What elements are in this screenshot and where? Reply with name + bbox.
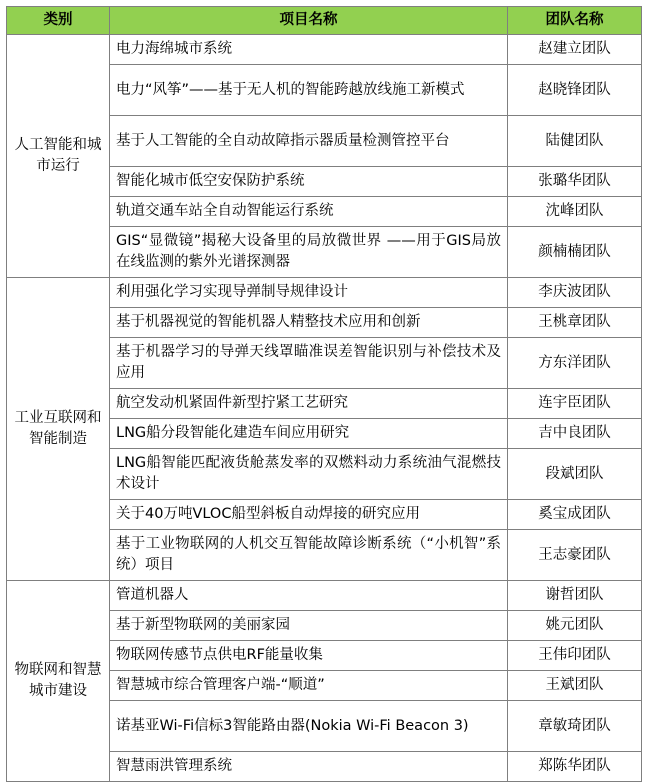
team-cell: 奚宝成团队: [508, 500, 642, 530]
team-cell: 王志豪团队: [508, 530, 642, 581]
team-cell: 陆健团队: [508, 116, 642, 167]
team-cell: 赵建立团队: [508, 35, 642, 65]
project-cell: 物联网传感节点供电RF能量收集: [110, 641, 508, 671]
project-cell: 电力“风筝”——基于无人机的智能跨越放线施工新模式: [110, 65, 508, 116]
project-cell: GIS“显微镜”揭秘大设备里的局放微世界 ——用于GIS局放在线监测的紫外光谱探测器: [110, 227, 508, 278]
project-cell: 基于人工智能的全自动故障指示器质量检测管控平台: [110, 116, 508, 167]
project-cell: 基于新型物联网的美丽家园: [110, 611, 508, 641]
team-cell: 段斌团队: [508, 449, 642, 500]
project-cell: LNG船分段智能化建造车间应用研究: [110, 419, 508, 449]
table-row: [7, 581, 642, 611]
team-cell: 张璐华团队: [508, 167, 642, 197]
project-cell: 管道机器人: [110, 581, 508, 611]
project-cell: 基于机器学习的导弹天线罩瞄准误差智能识别与补偿技术及应用: [110, 338, 508, 389]
team-cell: 李庆波团队: [508, 278, 642, 308]
header-row: [7, 7, 642, 35]
header-category: 类别: [7, 7, 110, 35]
team-cell: 谢哲团队: [508, 581, 642, 611]
team-cell: 赵晓锋团队: [508, 65, 642, 116]
project-cell: LNG船智能匹配液货舱蒸发率的双燃料动力系统油气混燃技术设计: [110, 449, 508, 500]
category-cell: 物联网和智慧城市建设: [7, 581, 110, 782]
project-cell: 基于机器视觉的智能机器人精整技术应用和创新: [110, 308, 508, 338]
header-team: 团队名称: [508, 7, 642, 35]
team-cell: 颜楠楠团队: [508, 227, 642, 278]
project-cell: 航空发动机紧固件新型拧紧工艺研究: [110, 389, 508, 419]
category-cell: 工业互联网和智能制造: [7, 278, 110, 581]
table-row: [7, 278, 642, 308]
project-cell: 轨道交通车站全自动智能运行系统: [110, 197, 508, 227]
project-cell: 诺基亚Wi-Fi信标3智能路由器(Nokia Wi-Fi Beacon 3): [110, 701, 508, 752]
team-cell: 沈峰团队: [508, 197, 642, 227]
table-row: [7, 35, 642, 65]
team-cell: 郑陈华团队: [508, 752, 642, 782]
category-cell: 人工智能和城市运行: [7, 35, 110, 278]
team-cell: 连宇臣团队: [508, 389, 642, 419]
team-cell: 王伟印团队: [508, 641, 642, 671]
project-cell: 智慧城市综合管理客户端-“顺道”: [110, 671, 508, 701]
team-cell: 姚元团队: [508, 611, 642, 641]
team-cell: 王桃章团队: [508, 308, 642, 338]
project-cell: 关于40万吨VLOC船型斜板自动焊接的研究应用: [110, 500, 508, 530]
team-cell: 方东洋团队: [508, 338, 642, 389]
team-cell: 王斌团队: [508, 671, 642, 701]
project-cell: 基于工业物联网的人机交互智能故障诊断系统（“小机智”系统）项目: [110, 530, 508, 581]
header-project: 项目名称: [110, 7, 508, 35]
team-cell: 吉中良团队: [508, 419, 642, 449]
projects-table: [6, 6, 642, 782]
project-cell: 智能化城市低空安保防护系统: [110, 167, 508, 197]
project-cell: 利用强化学习实现导弹制导规律设计: [110, 278, 508, 308]
project-cell: 智慧雨洪管理系统: [110, 752, 508, 782]
project-cell: 电力海绵城市系统: [110, 35, 508, 65]
team-cell: 章敏琦团队: [508, 701, 642, 752]
